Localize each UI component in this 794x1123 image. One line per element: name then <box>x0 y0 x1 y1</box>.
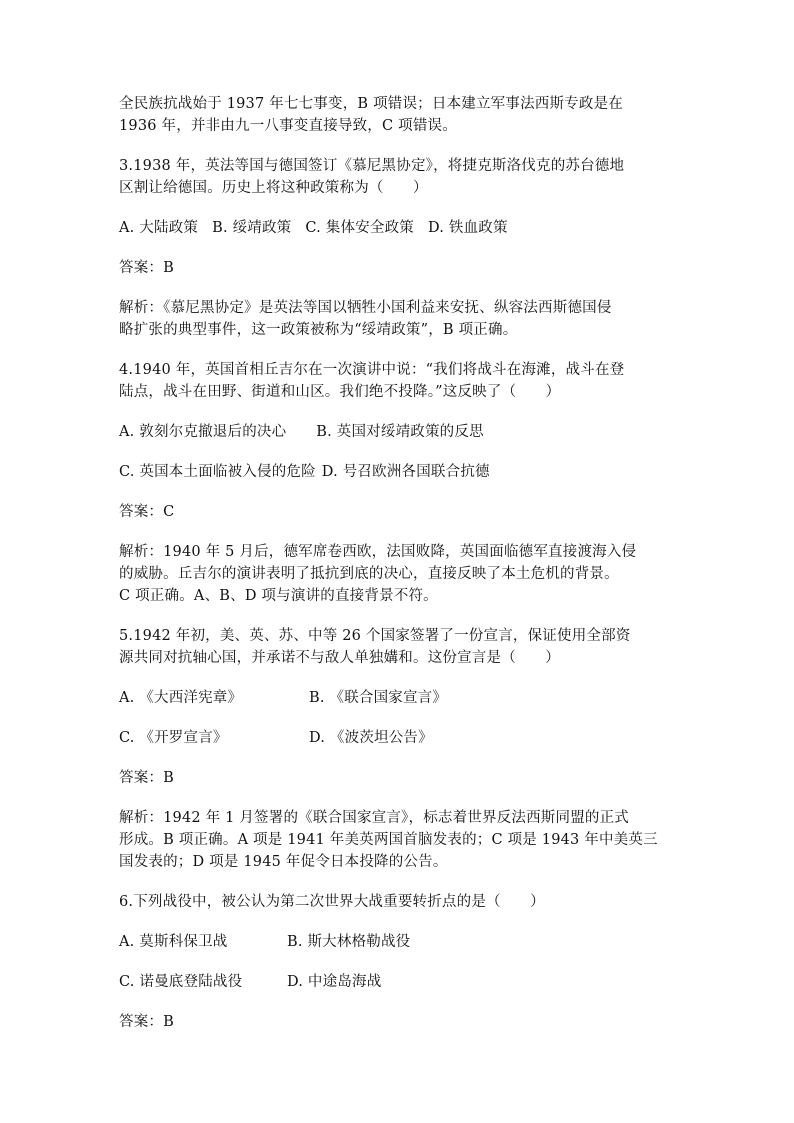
question-4-answer: 答案：C <box>119 504 175 520</box>
question-5-options-row-1 <box>119 687 679 709</box>
question-6-options-row-2 <box>119 971 679 993</box>
option-c: C. 集体安全政策 <box>305 220 414 236</box>
option-c: C. 《开罗宣言》 <box>119 730 228 746</box>
text-line: 源共同对抗轴心国，并承诺不与敌人单独媾和。这份宣言是（ ） <box>119 650 560 666</box>
text-line: 4.1940 年，英国首相丘吉尔在一次演讲中说：“我们将战斗在海滩，战斗在登 <box>119 362 625 378</box>
question-5-options-row-2 <box>119 727 679 749</box>
question-4-options-row-2 <box>119 461 679 483</box>
option-d: D. 号召欧洲各国联合抗德 <box>321 464 490 480</box>
option-a: A. 《大西洋宪章》 <box>119 690 243 706</box>
text-line: 解析：《慕尼黑协定》是英法等国以牺牲小国利益来安抚、纵容法西斯德国侵 <box>119 300 612 316</box>
text-line: 形成。B 项正确。A 项是 1941 年美英两国首脑发表的；C 项是 1943 年中美英三 <box>119 832 658 848</box>
text-line: 区割让给德国。历史上将这种政策称为（ ） <box>119 180 428 196</box>
option-d: D. 中途岛海战 <box>287 974 382 990</box>
option-c: C. 英国本土面临被入侵的危险 <box>119 464 316 480</box>
question-3-options <box>119 217 679 239</box>
option-d: D. 《波茨坦公告》 <box>309 730 433 746</box>
text-line: 5.1942 年初，美、英、苏、中等 26 个国家签署了一份宣言，保证使用全部资 <box>119 628 631 644</box>
option-b: B. 英国对绥靖政策的反思 <box>316 424 484 440</box>
option-b: B. 《联合国家宣言》 <box>309 690 448 706</box>
text-line: 的威胁。丘吉尔的演讲表明了抵抗到底的决心，直接反映了本土危机的背景。 <box>119 566 619 582</box>
question-3-stem <box>119 155 679 199</box>
question-6-options-row-1 <box>119 931 679 953</box>
text-line: 3.1938 年，英法等国与德国签订《慕尼黑协定》，将捷克斯洛伐克的苏台德地 <box>119 158 625 174</box>
text-line: C 项正确。A、B、D 项与演讲的直接背景不符。 <box>119 588 438 604</box>
document-body <box>119 93 679 1051</box>
question-4-stem <box>119 359 679 403</box>
option-a: A. 敦刻尔克撤退后的决心 <box>119 424 287 440</box>
question-4-explanation <box>119 541 679 607</box>
text-line: 1936 年，并非由九一八事变直接导致，C 项错误。 <box>119 118 457 134</box>
text-line: 陆点，战斗在田野、街道和山区。我们绝不投降。”这反映了（ ） <box>119 384 561 400</box>
intro-explanation <box>119 93 679 137</box>
option-d: D. 铁血政策 <box>427 220 508 236</box>
question-5-answer: 答案：B <box>119 770 174 786</box>
text-line: 略扩张的典型事件，这一政策被称为“绥靖政策”，B 项正确。 <box>119 322 518 338</box>
option-a: A. 大陆政策 <box>119 220 199 236</box>
option-b: B. 绥靖政策 <box>212 220 292 236</box>
text-line: 国发表的；D 项是 1945 年促令日本投降的公告。 <box>119 854 448 870</box>
question-4-options-row-1 <box>119 421 679 443</box>
option-a: A. 莫斯科保卫战 <box>119 934 228 950</box>
option-c: C. 诺曼底登陆战役 <box>119 974 243 990</box>
question-6-answer: 答案：B <box>119 1014 174 1030</box>
question-5-stem <box>119 625 679 669</box>
option-b: B. 斯大林格勒战役 <box>287 934 411 950</box>
question-6-stem <box>119 891 679 913</box>
question-3-answer: 答案：B <box>119 260 174 276</box>
text-line: 解析：1942 年 1 月签署的《联合国家宣言》，标志着世界反法西斯同盟的正式 <box>119 810 630 826</box>
text-line: 6.下列战役中，被公认为第二次世界大战重要转折点的是（ ） <box>119 894 545 910</box>
text-line: 解析：1940 年 5 月后，德军席卷西欧，法国败降，英国面临德军直接渡海入侵 <box>119 544 637 560</box>
question-3-explanation <box>119 297 679 341</box>
question-5-explanation <box>119 807 679 873</box>
text-line: 全民族抗战始于 1937 年七七事变，B 项错误；日本建立军事法西斯专政是在 <box>119 96 623 112</box>
